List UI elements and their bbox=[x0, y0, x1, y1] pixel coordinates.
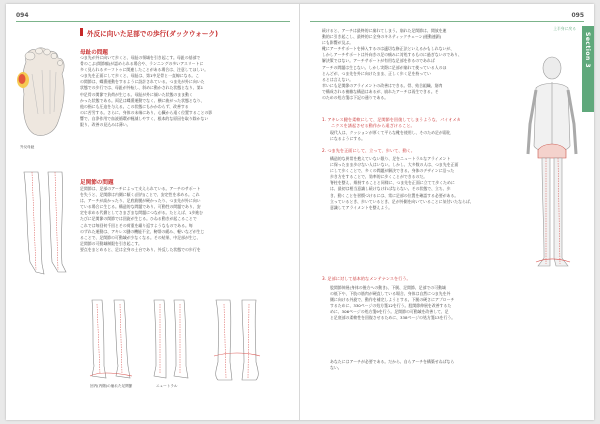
page-title-text: 外反に向いた足部での歩行(ダックウォーク) bbox=[87, 30, 219, 38]
bunion-caption: 外反母趾 bbox=[20, 145, 35, 149]
section-heading-ankle: 足関節の問題 bbox=[80, 180, 114, 186]
legs-side-illustration bbox=[14, 172, 76, 282]
numbered-heading-2: 2. つま先を正面にして、立って、歩いて、動く。 bbox=[322, 148, 415, 153]
section-tab bbox=[582, 26, 594, 112]
section-small-label: 上半身に戻る bbox=[553, 26, 576, 31]
skeleton-figure-illustration bbox=[526, 54, 578, 274]
numbered-heading-1: 1. アキレス腱を柔軟にして、足関節を回復してしまうような、パイオメカ ニクスを誘起させる動作から遠ざけること。 bbox=[322, 117, 461, 128]
section-body-bunion: つま先が外に向いて歩くと、母趾の領域を引き起こす。母趾の基部で 骨のこぶ(関節瘤)が認められる場合や、ランニングの多いアスリートに 多く見られるターフトゥに関連したことがある場合は、注意してほしい。 つま先を正面にして歩くと、母趾は、第1中足骨と一直線になる。こ の関節は、蝶番運動をするように設計されている。つま先が外に向いた 状態での歩行では、母趾が外転し、斜めに動かされた状態となり、第1 中足骨の関節で負荷が生じる。母趾が外に傾いた状態のまま動く かった状態である。両足は蝶番運動でなく、横に曲がった状態となり、 他の指にも圧迫を与える。この状態にもかかわらず、改善する のに苦労する。さらに、身体の末端にあり、心臓から遠く位置することの影 響で、自浄作用で血液循環が軽減しやすく、根本的な原因を取り除かない 限り、改善の見込みは薄い。 bbox=[80, 55, 213, 128]
right-page-number: 095 bbox=[571, 12, 584, 19]
section-heading-bunion: 母趾の問題 bbox=[80, 50, 108, 56]
numbered-heading-3: 3. 足部に対して基本的なメンテナンスを行う。 bbox=[322, 276, 411, 281]
closing-text: あなたにはアーチが必要である。だから、自らアーチを構築せねばなら ない。 bbox=[330, 359, 455, 371]
legs-neutral-illustration bbox=[146, 300, 196, 382]
header-rule-right bbox=[310, 21, 584, 22]
header-rule bbox=[16, 21, 290, 22]
numbered-body-1: 現代人は、クッションが厚くて平らな靴を使用し、そのため足が弱化 になるようにする。 bbox=[330, 130, 451, 142]
numbered-body-3: 股関節伸展(身体の後方への動き)、下腿、足関節、足部での可動域 の低下や、下肢の筋肉が硬直している場合、身体は自然につま先を外 側に向ける外旋で、動作を補完しようとする。下腿の硬さにアプローチ するために、330ページの処方箋12を行う。股関節伸展を改善するた めに、306ページの処方箋9を行う。足関節の可動域を改善して、足 と足底部の柔軟性を回復させるために、338ページの処方箋13を行う。 bbox=[330, 285, 456, 321]
page-title bbox=[80, 26, 280, 38]
book-spread bbox=[6, 4, 594, 420]
intro-text: 続けると、アーチは最終的に崩れてしまう。崩れた足関節は、開放を連 動的に引き起こし、最終的に全身のキネティックチェーン(運動連鎖) にも影響が及ぶ。 靴にアーチサポートを挿入するのは適切な修正法といえるかもしれないが、 しかしアーチサポートは外向きの足の痛みに対処するものに過ぎないのであり、 解決策ではない。アーチサポートが有用な足部を作るのであれば アーチの問題は生じない。しかし実際に足部が崩れて使っている人のほ とんどが、つま先を外に向けたまま、正しく歩く足を持ってい るとは言えない。 幸いにも足関節のアライメントの改善はできる。骨、結合組織、筋肉 で構成される複雑な構造はあるが、崩れたアーチは再生できる。そ のための処方箋は下記の通りである。 bbox=[322, 28, 462, 101]
left-page-number: 094 bbox=[16, 12, 29, 19]
section-tab-label: Section 3 bbox=[584, 32, 591, 69]
bunion-foot-illustration bbox=[12, 44, 74, 142]
left-page bbox=[6, 4, 300, 420]
right-page bbox=[300, 4, 594, 420]
legs-pronation-illustration bbox=[82, 300, 138, 382]
neutral-caption: ニュートラル bbox=[156, 384, 178, 388]
numbered-body-2: 構造的な異常を抱えていない限り、足をニュートラルなアライメント に保ったまま歩けない人はいない。しかし、大多数の人は、つま先を正面 にして歩くことで、多くの問題が解決できる。身体のデザインに沿った 歩き方をすることで、効率的に歩くことができるのだ。 脊柱を整え、維持することと同様に、つま先を正面に立てて歩くために は、最初は相当意識し続けなければならない。その状態で、立ち、歩 き、動くことを習慣づけるには、常に足部の位置を確認する必要がある。 立っているとき、歩いているとき、足が外側を向いていることに気付いたならば、 意識してアライメントを整えよう。 bbox=[330, 156, 474, 210]
title-marker bbox=[80, 28, 83, 36]
pronation-caption: 回内(内側)の崩れた足関節 bbox=[90, 384, 133, 388]
section-body-ankle: 足関節は、足部のアーチによって支えられている。アーチのサポート を失うと、足関節は内側に傾く(回内)ことで、安定性を求める。これ は、アーチが高かったり、足底筋膜が硬かったり、つま先が外に向い ている場合に生じる。構造的な問題であり、可動性の問題であり、安 定を求める代償としてさまざまな問題につながる。たとえば、1歩進む たびに足関節の関節では回旋が生じる。ひねる動きが起こることで これでは毎回何千回とその荷重を繰り返すようなものである。毎 のずれた運動は、アキレス腱の機能不全、靭帯の緩み、軽いなどが生じ ることで、足関節の可動域が少なくなる。その結果、中足部が生じ、 足関節の可動域制限を引き起こす。 要点をまとめると、足は全身の土台であり、外反した状態での歩行を bbox=[80, 186, 205, 252]
legs-rear-illustration bbox=[204, 300, 270, 386]
